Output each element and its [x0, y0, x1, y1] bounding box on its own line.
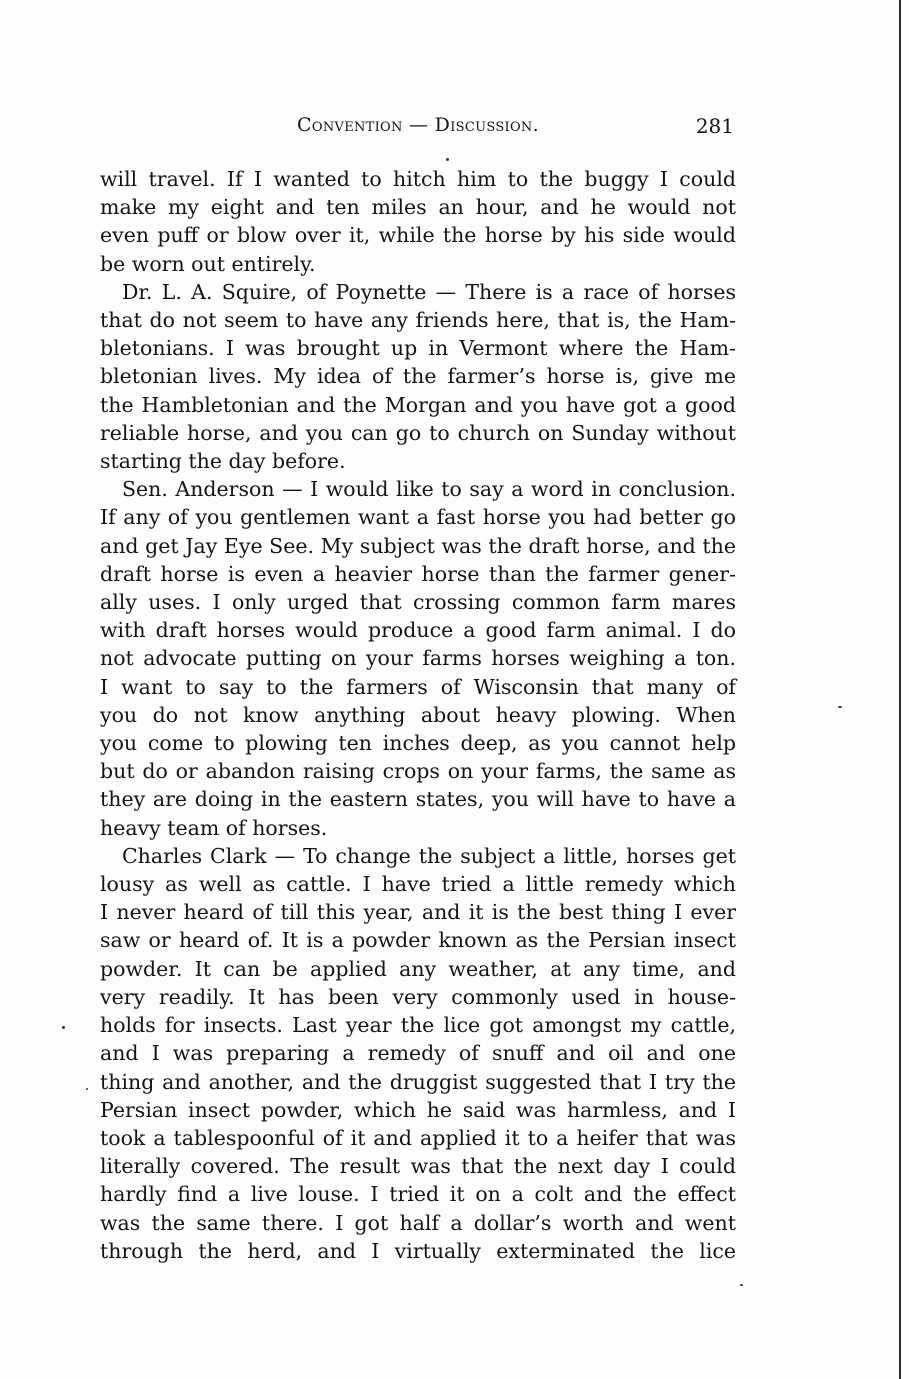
paragraph-line: very readily. It has been very commonly used in house- [100, 984, 736, 1009]
paragraph-line: be worn out entirely. [100, 251, 316, 276]
paragraph-line: I never heard of till this year, and it is the best thing I ever [100, 900, 736, 925]
paragraph-line: draft horse is even a heavier horse than the farmer gener- [100, 561, 736, 586]
paragraph-line: not advocate putting on your farms horses weighing a ton. [100, 646, 736, 671]
paragraph-line: bletonian lives. My idea of the farmer’s horse is, give me [100, 364, 736, 389]
paragraph-line: starting the day before. [100, 449, 346, 474]
paragraph-line: you come to plowing ten inches deep, as you cannot help [100, 731, 736, 756]
paragraph-line: through the herd, and I virtually exterminated the lice [100, 1238, 736, 1263]
paragraph: will travel. If I wanted to hitch him to the buggy I could [100, 167, 736, 191]
paragraph-line: lousy as well as cattle. I have tried a little remedy which [100, 872, 736, 897]
paragraph-line: with draft horses would produce a good farm animal. I do [100, 618, 736, 643]
paragraph-line: but do or abandon raising crops on your farms, the same as [100, 759, 736, 784]
paragraph-line: make my eight and ten miles an hour, and he would not [100, 195, 736, 220]
paragraph-line: thing and another, and the druggist suggested that I try the [100, 1069, 736, 1094]
paragraph-line: hardly find a live louse. I tried it on a colt and the effect [100, 1182, 736, 1207]
paragraph-line: powder. It can be applied any weather, at any time, and [100, 956, 736, 981]
page-number: 281 [695, 114, 734, 138]
paragraph-line: I want to say to the farmers of Wisconsin that many of [100, 674, 736, 699]
running-head: Convention — Discussion. [297, 114, 539, 136]
paragraph-line: Persian insect powder, which he said was harmless, and I [100, 1097, 736, 1122]
paragraph-line: that do not seem to have any friends here, that is, the Ham- [100, 308, 736, 333]
paragraph-line: holds for insects. Last year the lice got amongst my cattle, [100, 1013, 736, 1038]
paragraph-line: the Hambletonian and the Morgan and you have got a good [100, 392, 736, 417]
paragraph-line: took a tablespoonful of it and applied it to a heifer that was [100, 1125, 736, 1150]
scan-speck [740, 1284, 743, 1286]
paragraph: Dr. L. A. Squire, of Poynette — There is a race of horses [122, 279, 736, 304]
paragraph-line: bletonians. I was brought up in Vermont where the Ham- [100, 336, 736, 361]
paragraph-line: was the same there. I got half a dollar’s worth and went [100, 1210, 736, 1235]
paragraph: Sen. Anderson — I would like to say a word in conclusion. [122, 477, 736, 502]
paragraph-line: and get Jay Eye See. My subject was the draft horse, and the [100, 533, 736, 558]
scan-speck [838, 706, 842, 708]
paragraph-line: they are doing in the eastern states, you will have to have a [100, 787, 736, 812]
paragraph: Charles Clark — To change the subject a little, horses get [122, 843, 736, 868]
scan-speck [446, 158, 449, 161]
paragraph-line: even puff or blow over it, while the horse by his side would [100, 223, 736, 248]
page-edge [899, 0, 901, 1379]
paragraph-line: reliable horse, and you can go to church on Sunday without [100, 420, 736, 445]
scan-speck [86, 1088, 88, 1090]
page-header [100, 114, 736, 144]
paragraph-line: you do not know anything about heavy plowing. When [100, 702, 736, 727]
paragraph-line: and I was preparing a remedy of snuff and oil and one [100, 1041, 736, 1066]
paragraph-line: saw or heard of. It is a powder known as the Persian insect [100, 928, 736, 953]
body-text [100, 165, 736, 1265]
paragraph-line: literally covered. The result was that the next day I could [100, 1154, 736, 1179]
paragraph-line: ally uses. I only urged that crossing common farm mares [100, 590, 736, 615]
paragraph-line: heavy team of horses. [100, 815, 328, 840]
paragraph-line: If any of you gentlemen want a fast horse you had better go [100, 505, 736, 530]
scan-speck [62, 1026, 65, 1029]
